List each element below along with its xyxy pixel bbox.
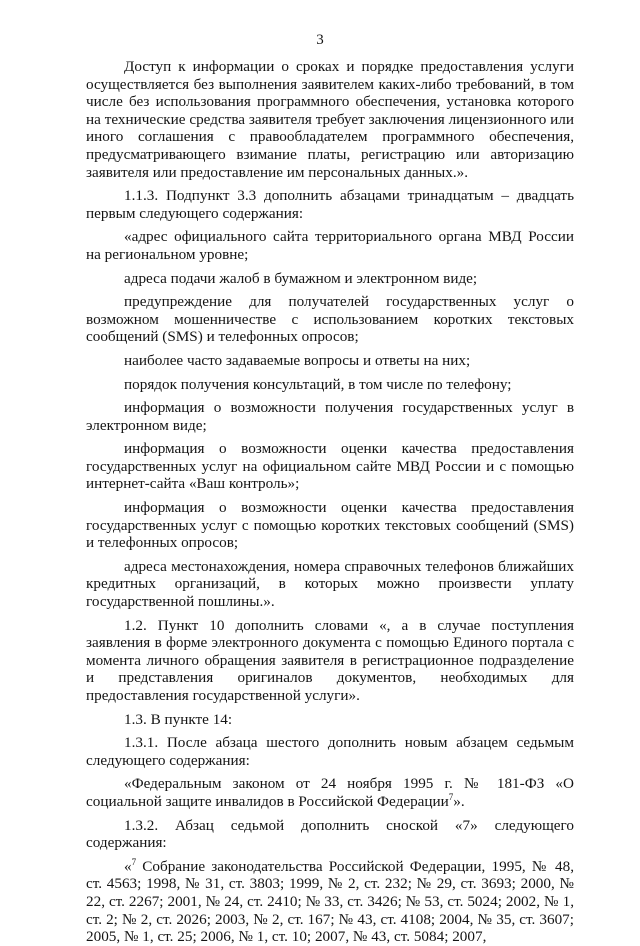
document-body <box>86 58 574 946</box>
paragraph-bank-addresses: адреса местонахождения, номера справочных телефонов ближайших кредитных организаций, в которых можно произвести уплату государственной пошлины.». <box>86 557 574 611</box>
paragraph-complaints: адреса подачи жалоб в бумажном и электронном виде; <box>124 269 478 287</box>
paragraph-footnote-7 <box>86 858 574 946</box>
paragraph-1-1-3: 1.1.3. Подпункт 3.3 дополнить абзацами тринадцатым – двадцать первым следующего содержания: <box>86 187 574 222</box>
paragraph-1-3-2: 1.3.2. Абзац седьмой дополнить сноской «7» следующего содержания: <box>86 816 574 852</box>
paragraph-electronic-services: информация о возможности получения государственных услуг в электронном виде; <box>86 399 574 434</box>
paragraph-fraud-warning: предупреждение для получателей государственных услуг о возможном мошенничестве с использованием коротких текстовых сообщений (SMS) и телефонных опросов; <box>86 293 574 346</box>
paragraph-1-3-1: 1.3.1. После абзаца шестого дополнить новым абзацем седьмым следующего содержания: <box>86 734 574 769</box>
paragraph-faq: наиболее часто задаваемые вопросы и ответы на них; <box>124 351 471 369</box>
paragraph-1-3: 1.3. В пункте 14: <box>124 710 233 728</box>
page-number: 3 <box>316 32 324 48</box>
paragraph-consultations: порядок получения консультаций, в том числе по телефону; <box>124 375 512 393</box>
footnote-open: « <box>124 857 132 875</box>
paragraph-federal-law <box>86 775 574 810</box>
federal-law-text: «Федеральным законом от 24 ноября 1995 г. № 181-ФЗ «О социальной защите инвалидов в Российской Федерации <box>86 775 574 810</box>
paragraph-access-info: Доступ к информации о сроках и порядке предоставления услуги осуществляется без выполнения заявителем каких-либо требований, в том числе без использования программного обеспечения, установка которого на технические средства заявителя требует заключения лицензионного или иного соглашения с правообладателем программного обеспечения, предусматривающего взимание платы, регистрацию или авторизацию заявителя или предоставление им персональных данных.». <box>86 58 574 181</box>
footnote-text: Собрание законодательства Российской Федерации, 1995, № 48, ст. 4563; 1998, № 31, ст. 3803; 1999, № 2, ст. 232; № 29, ст. 3693; 2000, № 22, ст. 2267; 2001, № 24, ст. 2410; № 33, ст. 3426; № 53, ст. 5024; 2002, № 1, ст. 2; № 2, ст. 2026; 2003, № 2, ст. 167; № 43, ст. 4108; 2004, № 35, ст. 3607; 2005, № 1, ст. 25; 2006, № 1, ст. 10; 2007, № 43, ст. 5084; 2007, <box>86 857 574 946</box>
footnote-mark: 7 <box>131 856 137 867</box>
paragraph-site-address: «адрес официального сайта территориального органа МВД России на региональном уровне; <box>86 228 574 263</box>
paragraph-1-2: 1.2. Пункт 10 дополнить словами «, а в случае поступления заявления в форме электронного документа с помощью Единого портала с момента личного обращения заявителя в регистрационное подразделение и представления оригиналов документов, необходимых для предоставления государственной услуги». <box>86 616 574 704</box>
federal-law-tail: ». <box>453 792 465 810</box>
footnote-ref: 7 <box>448 791 454 802</box>
paragraph-quality-site: информация о возможности оценки качества предоставления государственных услуг на официальном сайте МВД России и с помощью интернет-сайта «Ваш контроль»; <box>86 440 574 493</box>
paragraph-quality-sms: информация о возможности оценки качества предоставления государственных услуг с помощью коротких текстовых сообщений (SMS) и телефонных опросов; <box>86 499 574 552</box>
